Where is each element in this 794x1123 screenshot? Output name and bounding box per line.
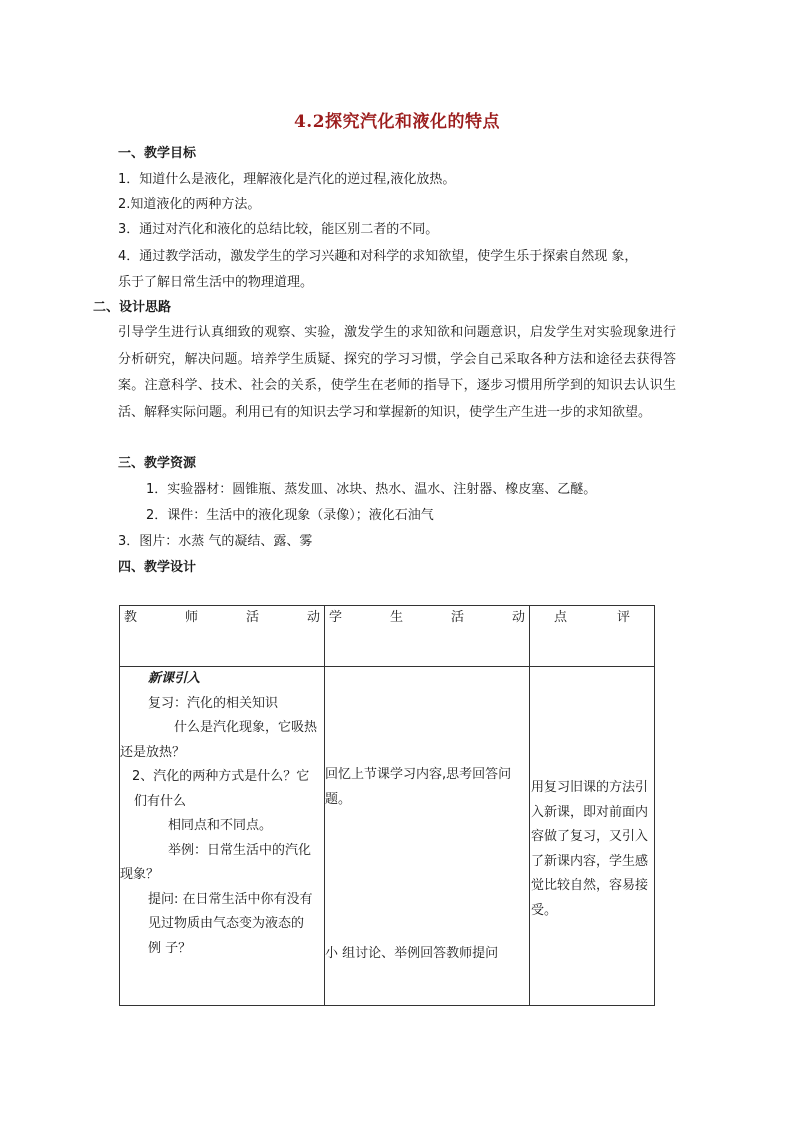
section-heading-objectives: 一、教学目标 [118,146,197,161]
student-activity-text-1: 回忆上节课学习内容,思考回答问题。 [325,767,512,807]
objective-item-4: 4．通过教学活动，激发学生的学习兴趣和对科学的求知欲望，使学生乐于探索自然现 象， [118,249,638,264]
table-row [120,667,655,1006]
teacher-line: 2、汽化的两种方式是什么？它 [132,769,310,784]
resource-item-2: 2．课件：生活中的液化现象（录像）；液化石油气 [146,508,434,523]
teacher-line: 提问: 在日常生活中你有没有 [148,891,313,907]
design-idea-paragraph: 引导学生进行认真细致的观察、实验，激发学生的求知欲和问题意识，启发学生对实验现象进行分析研究，解决问题。培养学生质疑、探究的学习习惯，学会自己采取各种方法和途径去获得答案。注意科学、技术、社会的关系，使学生在老师的指导下，逐步习惯用所学到的知识去认识生活、解释实际问题。利用已有的知识去学习和掌握新的知识，使学生产生进一步的求知欲望。 [118,325,676,420]
student-activity-cell [325,667,530,1006]
objective-item-3: 3．通过对汽化和液化的总结比较，能区别二者的不同。 [118,222,439,237]
teacher-activity-cell [120,667,325,1006]
teacher-line: 还是放热？ [120,744,186,760]
teacher-line: 们有什么 [134,793,187,809]
teacher-line: 相同点和不同点。 [168,818,273,833]
teacher-line: 举例：日常生活中的汽化 [168,842,312,858]
header-comment: 点 评 [530,606,655,667]
teacher-line: 例 子？ [148,940,192,956]
comment-cell [530,667,655,1006]
teaching-design-table [119,605,655,1006]
teacher-line: 复习：汽化的相关知识 [148,695,279,711]
resource-item-3: 3．图片：水蒸 气的凝结、露、雾 [118,534,313,549]
subsection-label: 新课引入 [148,671,201,686]
section-heading-resources: 三、教学资源 [118,456,197,471]
objective-item-2: 2.知道液化的两种方法。 [118,197,261,212]
section-heading-teaching-design: 四、教学设计 [118,560,197,575]
header-teacher-activity: 教 师 活 动 [120,606,325,667]
teacher-line: 什么是汽化现象，它吸热 [174,720,318,735]
page-title: 4.2探究汽化和液化的特点 [293,112,501,132]
student-activity-text-2: 小 组讨论、举例回答教师提问 [325,946,499,961]
teacher-line: 见过物质由气态变为液态的 [148,916,305,931]
objective-item-4-continued: 乐于了解日常生活中的物理道理。 [118,275,314,290]
resource-item-1: 1．实验器材：圆锥瓶、蒸发皿、冰块、热水、温水、注射器、橡皮塞、乙醚。 [146,482,597,497]
teacher-line: 现象？ [120,867,160,882]
header-student-activity: 学 生 活 动 [325,606,530,667]
section-heading-design-idea: 二、设计思路 [93,300,172,315]
table-header-row [120,606,655,667]
objective-item-1: 1．知道什么是液化，理解液化是汽化的逆过程,液化放热。 [118,172,456,187]
comment-text: 用复习旧课的方法引入新课，即对前面内容做了复习，又引入了新课内容，学生感觉比较自然，容易接受。 [531,780,649,918]
